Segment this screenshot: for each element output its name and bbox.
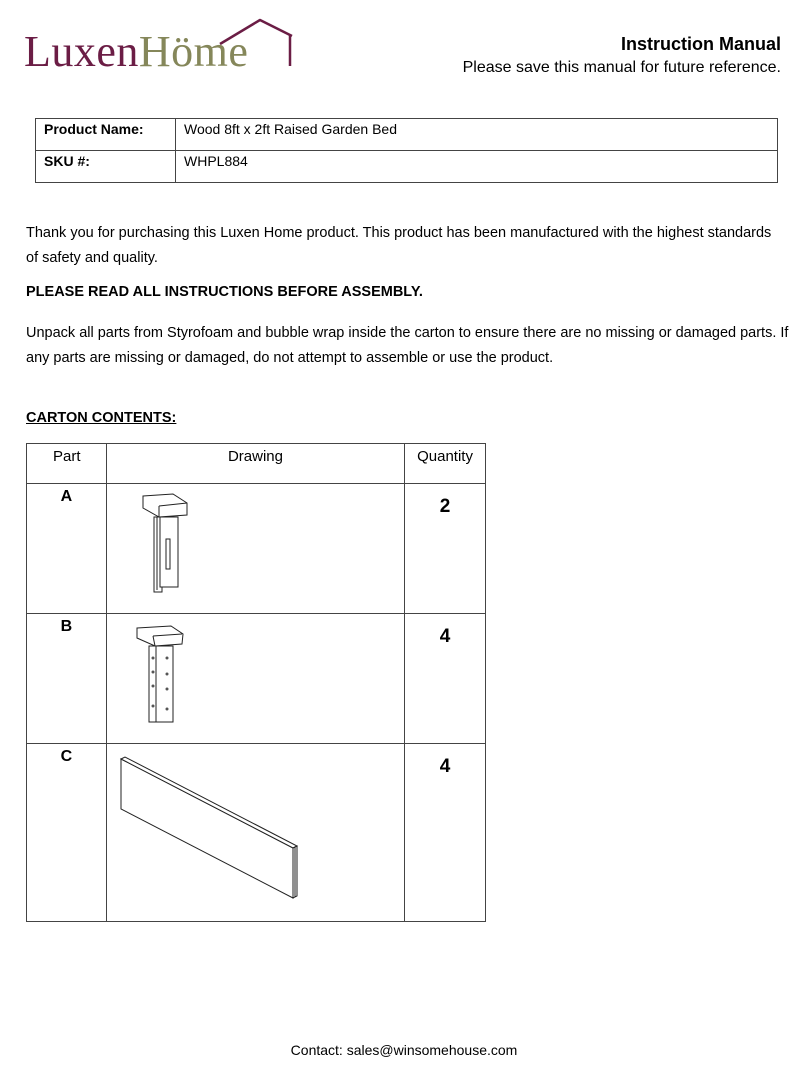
product-name-row (36, 119, 778, 151)
sku-value: WHPL884 (176, 151, 778, 183)
sku-row (36, 151, 778, 183)
part-quantity: 4 (405, 614, 486, 744)
carton-contents-heading: CARTON CONTENTS: (26, 410, 177, 426)
col-header-part: Part (27, 444, 107, 484)
part-quantity: 4 (405, 744, 486, 922)
sku-label: SKU #: (36, 151, 176, 183)
part-quantity: 2 (405, 484, 486, 614)
part-drawing (106, 484, 404, 614)
brand-logo (24, 14, 304, 76)
table-row (27, 744, 486, 922)
table-row (27, 484, 486, 614)
col-header-quantity: Quantity (405, 444, 486, 484)
contact-footer: Contact: sales@winsomehouse.com (290, 1042, 518, 1058)
read-instructions-warning: PLEASE READ ALL INSTRUCTIONS BEFORE ASSEMBLY. (26, 284, 423, 300)
intro-paragraph: Thank you for purchasing this Luxen Home product. This product has been manufactured with the highest standards of safety and quality. (26, 225, 772, 266)
side-post-icon (107, 614, 406, 744)
table-row (27, 614, 486, 744)
product-name-value: Wood 8ft x 2ft Raised Garden Bed (176, 119, 778, 151)
product-name-label: Product Name: (36, 119, 176, 151)
part-label: B (27, 614, 107, 744)
unpack-paragraph: Unpack all parts from Styrofoam and bubble wrap inside the carton to ensure there are no missing or damaged parts. If any parts are missing or damaged, do not attempt to assemble or use the product. (26, 325, 789, 366)
part-label: A (27, 484, 107, 614)
logo-word-luxen: Luxen (24, 27, 139, 76)
product-info-table (35, 118, 778, 183)
col-header-drawing: Drawing (106, 444, 404, 484)
carton-header-row (27, 444, 486, 484)
part-drawing (106, 744, 404, 922)
part-drawing (106, 614, 404, 744)
logo-wordmark (24, 28, 248, 76)
wood-board-icon (107, 744, 406, 922)
carton-contents-table (26, 443, 486, 922)
manual-title: Instruction Manual (620, 34, 781, 54)
corner-post-icon (107, 484, 406, 614)
manual-subtitle: Please save this manual for future reference. (462, 59, 781, 76)
part-label: C (27, 744, 107, 922)
logo-word-home: Höme (138, 27, 249, 76)
